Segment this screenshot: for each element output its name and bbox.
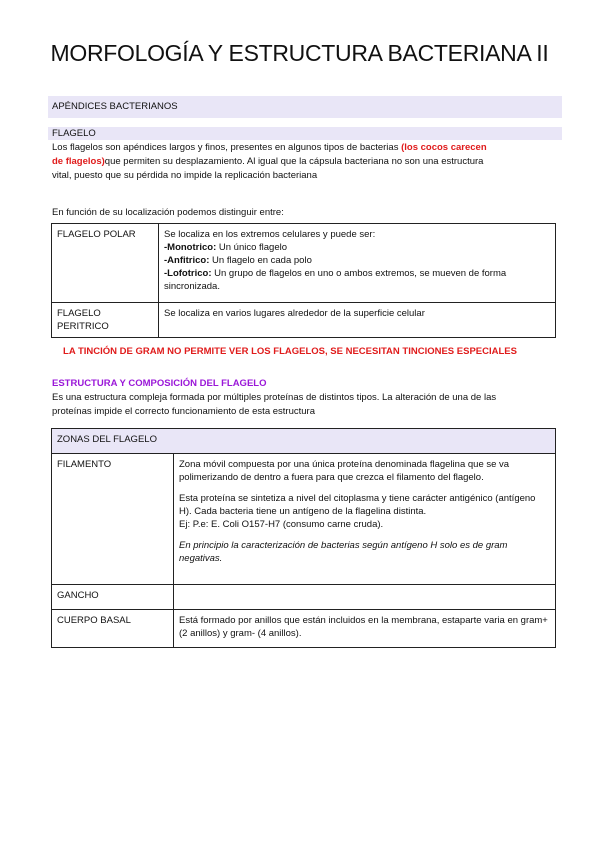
filamento-paragraph-4: En principio la caracterización de bacterias según antígeno H solo es de gram negativas. <box>179 540 508 564</box>
row-content: Está formado por anillos que están incluidos en la membrana, estaparte varia en gram+ (2 anillos) y gram- (4 anillos). <box>174 610 556 648</box>
table-row <box>52 303 556 338</box>
row-label: FLAGELO POLAR <box>52 224 159 303</box>
definition: Un flagelo en cada polo <box>209 255 312 266</box>
row-label: FLAGELO PERITRICO <box>52 303 159 338</box>
table-header-row <box>52 429 556 454</box>
row-content: Se localiza en varios lugares alrededor de la superficie celular <box>159 303 556 338</box>
table-row <box>52 610 556 648</box>
intro-highlight: (los cocos carecen de flagelos) <box>52 142 487 167</box>
structure-paragraph: Es una estructura compleja formada por múltiples proteínas de distintos tipos. La alteración de una de las proteínas impide el correcto funcionamiento de esta estructura <box>52 392 497 417</box>
row-content <box>174 585 556 610</box>
table-header: ZONAS DEL FLAGELO <box>52 429 556 454</box>
term: -Anfitrico: <box>164 255 210 266</box>
structure-heading: ESTRUCTURA Y COMPOSICIÓN DEL FLAGELO <box>52 378 267 389</box>
table-row <box>52 454 556 585</box>
anfitrico-line <box>164 254 550 267</box>
table-row <box>52 585 556 610</box>
term: -Monotrico: <box>164 242 217 253</box>
definition: Un grupo de flagelos en uno o ambos extremos, se mueven de forma sincronizada. <box>164 268 507 292</box>
filamento-paragraph-3: Ej: P.e: E. Coli O157-H7 (consumo carne cruda). <box>179 519 384 530</box>
term: -Lofotrico: <box>164 268 212 279</box>
flagellum-zones-table <box>51 428 556 648</box>
intro-text-1: Los flagelos son apéndices largos y finos, presentes en algunos tipos de bacterias <box>52 142 402 153</box>
table-row <box>52 224 556 303</box>
definition: Un único flagelo <box>216 242 288 253</box>
page-title: MORFOLOGÍA Y ESTRUCTURA BACTERIANA II <box>50 40 549 66</box>
polar-line: Se localiza en los extremos celulares y puede ser: <box>164 229 376 240</box>
section-heading: APÉNDICES BACTERIANOS <box>48 96 562 118</box>
localization-intro: En función de su localización podemos distinguir entre: <box>52 207 284 218</box>
monotrico-line <box>164 241 550 254</box>
subsection-heading: FLAGELO <box>48 127 562 140</box>
intro-text-2: que permiten su desplazamiento. Al igual que la cápsula bacteriana no son una estructura vital, puesto que su pérdida no impide la replicación bacteriana <box>52 156 484 181</box>
row-label: FILAMENTO <box>52 454 174 585</box>
intro-paragraph <box>52 141 492 183</box>
flagella-localization-table <box>51 223 556 338</box>
row-content <box>159 224 556 303</box>
filamento-paragraph-1: Zona móvil compuesta por una única proteína denominada flagelina que se va polimerizando de dentro a fuera para que crezca el filamento del flagelo. <box>179 459 510 483</box>
row-content <box>174 454 556 585</box>
row-label: GANCHO <box>52 585 174 610</box>
filamento-paragraph-2: Esta proteína se sintetiza a nivel del citoplasma y tiene carácter antigénico (antígeno H). Cada bacteria tiene un antígeno de la flagelina distinta. <box>179 493 536 517</box>
row-label: CUERPO BASAL <box>52 610 174 648</box>
gram-stain-warning: LA TINCIÓN DE GRAM NO PERMITE VER LOS FLAGELOS, SE NECESITAN TINCIONES ESPECIALES <box>63 346 517 357</box>
lofotrico-line <box>164 267 550 293</box>
